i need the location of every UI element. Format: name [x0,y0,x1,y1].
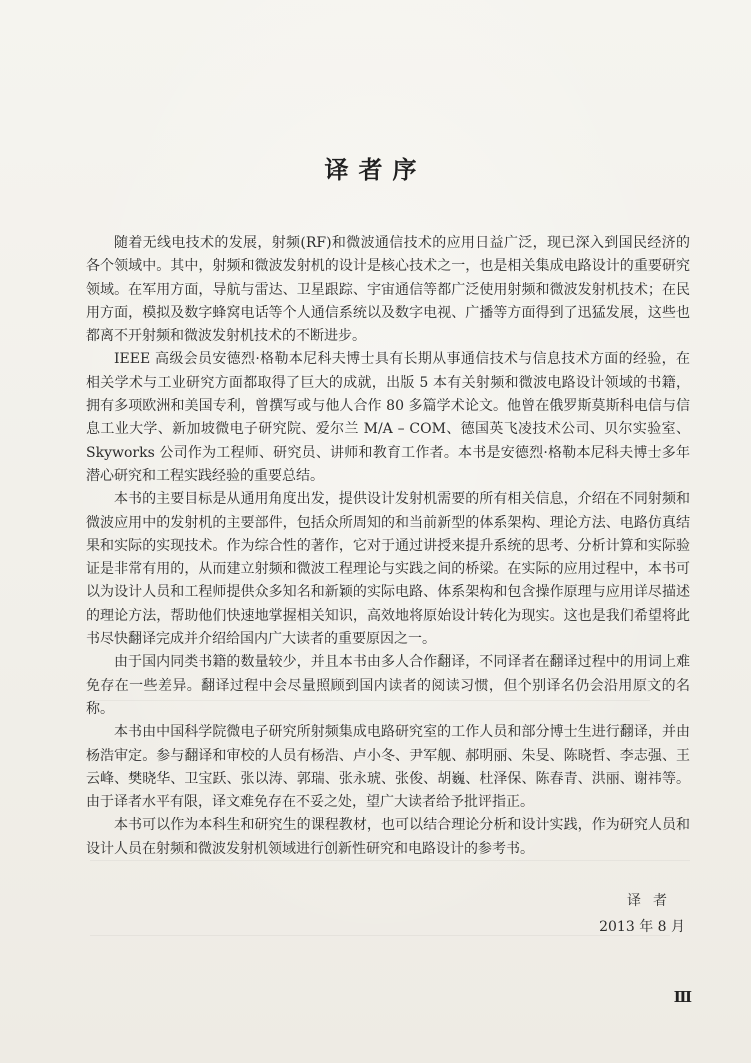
paragraph: 本书的主要目标是从通用角度出发，提供设计发射机需要的所有相关信息，介绍在不同射频和微波应用中的发射机的主要部件，包括众所周知的和当前新型的体系架构、理论方法、电路仿真结果和实际的实现技术。作为综合性的著作，它对于通过讲授来提升系统的思考、分析计算和实际验证是非常有用的，从而建立射频和微波工程理论与实践之间的桥梁。在实际的应用过程中，本书可以为设计人员和工程师提供众多知名和新颖的实际电路、体系架构和包含操作原理与应用详尽描述的理论方法，帮助他们快速地掌握相关知识，高效地将原始设计转化为现实。这也是我们希望将此书尽快翻译完成并介绍给国内广大读者的重要原因之一。 [86,491,690,648]
paragraph: IEEE 高级会员安德烈·格勒本尼科夫博士具有长期从事通信技术与信息技术方面的经验，在相关学术与工业研究方面都取得了巨大的成就，出版 5 本有关射频和微波电路设计领域的书籍，拥有多项欧洲和美国专利，曾撰写或与他人合作 80 多篇学术论文。他曾在俄罗斯莫斯科电信与信息工业大学、新加坡微电子研究院、爱尔兰 M/A – COM、德国英飞凌技术公司、贝尔实验室、Skyworks 公司作为工程师、研究员、讲师和教育工作者。本书是安德烈·格勒本尼科夫博士多年潜心研究和工程实践经验的重要总结。 [86,351,690,484]
paragraph: 随着无线电技术的发展，射频(RF)和微波通信技术的应用日益广泛，现已深入到国民经济的各个领域中。其中，射频和微波发射机的设计是核心技术之一，也是相关集成电路设计的重要研究领域。在军用方面，导航与雷达、卫星跟踪、宇宙通信等都广泛使用射频和微波发射机技术；在民用方面，模拟及数字蜂窝电话等个人通信系统以及数字电视、广播等方面得到了迅猛发展，这些也都离不开射频和微波发射机技术的不断进步。 [86,235,690,345]
bleed-through-line [90,935,670,936]
paragraph: 本书由中国科学院微电子研究所射频集成电路研究室的工作人员和部分博士生进行翻译，并由杨浩审定。参与翻译和审校的人员有杨浩、卢小冬、尹军舰、郝明丽、朱旻、陈晓哲、李志强、王云峰、樊晓华、卫宝跃、张以涛、郭瑞、张永琥、张俊、胡巍、杜泽保、陈春青、洪丽、谢祎等。由于译者水平有限，译文难免存在不妥之处，望广大读者给予批评指正。 [86,724,690,811]
paragraph: 由于国内同类书籍的数量较少，并且本书由多人合作翻译，不同译者在翻译过程中的用词上难免存在一些差异。翻译过程中会尽量照顾到国内读者的阅读习惯，但个别译名仍会沿用原文的名称。 [86,654,690,717]
date: 2013 年 8 月 [599,919,685,935]
signature-block [599,888,685,940]
preface-body [86,232,690,861]
page-number: Ⅲ [673,988,691,1006]
paragraph: 本书可以作为本科生和研究生的课程教材，也可以结合理论分析和设计实践，作为研究人员和设计人员在射频和微波发射机领域进行创新性研究和电路设计的参考书。 [86,817,690,857]
page-title: 译者序 [324,155,427,184]
signature: 译者 [627,893,679,909]
